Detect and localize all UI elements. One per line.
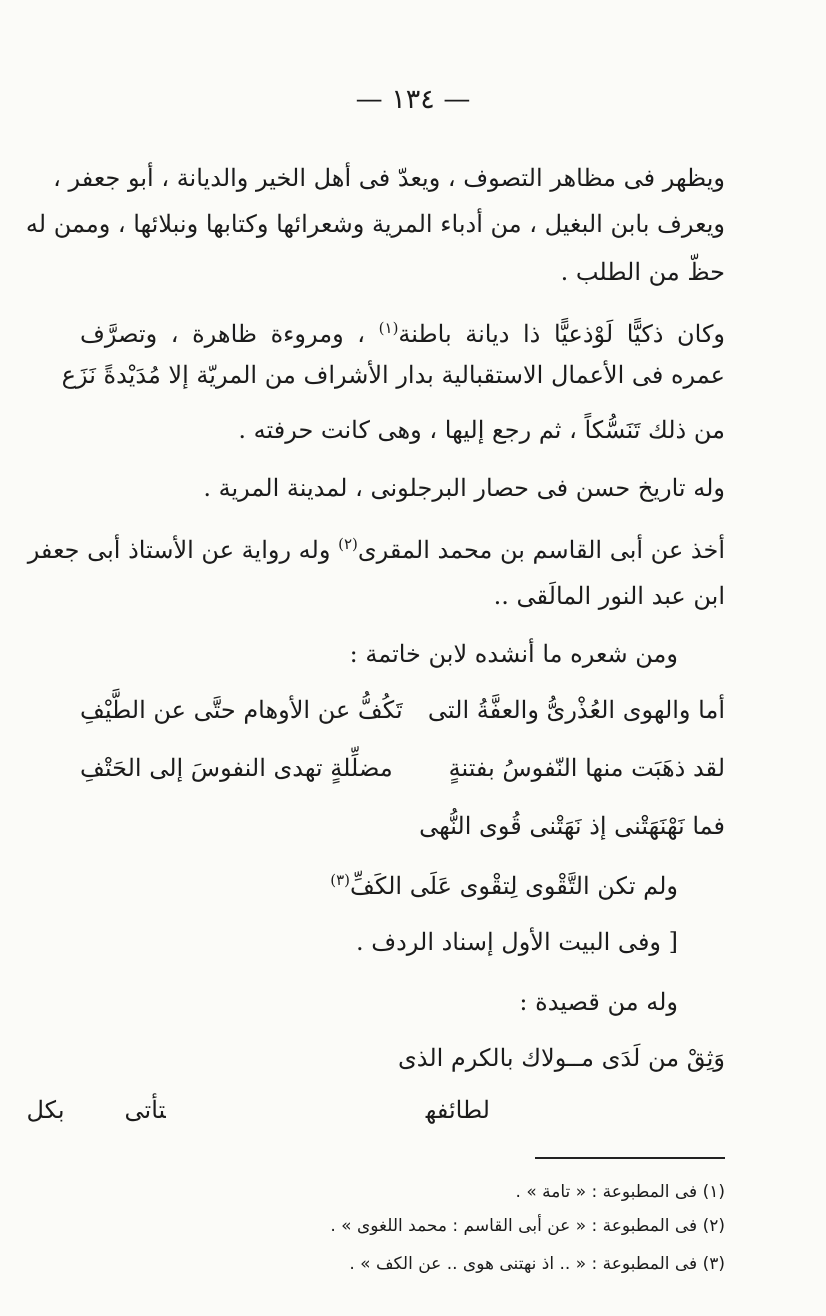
qasida-intro: وله من قصيدة : (519, 988, 678, 1016)
body-line-9: ابن عبد النور المالَقى .. (493, 582, 725, 610)
body-line-4 (80, 310, 725, 352)
verse-2-left: مضلِّلةٍ تهدى النفوسَ إلى الحَتْفِ (80, 754, 393, 782)
qasida-line-1: وَثِقْ من لَدَى مــولاك بالكرم الذى (397, 1044, 725, 1072)
footnote-3: (٣) فى المطبوعة : « .. اذ نهتنى هوى .. عن الكف » . (349, 1254, 725, 1274)
body-line-7: وله تاريخ حسن فى حصار البرجلونى ، لمدينة المرية . (203, 474, 725, 502)
footnote-separator (535, 1157, 725, 1159)
note-line: [ وفى البيت الأول إسناد الردف . (355, 928, 678, 956)
body-line-4-a: وكان ذكيًّا لَوْذعيًّا ذا ديانة باطنة (398, 320, 726, 348)
body-line-3: حظّ من الطلب . (560, 258, 725, 286)
body-line-2: ويعرف بابن البغيل ، من أدباء المرية وشعرائها وكتابها ونبلائها ، وممن له (25, 210, 725, 238)
footnote-2: (٢) فى المطبوعة : « عن أبى القاسم : محمد اللغوى » . (330, 1216, 725, 1236)
verse-4-text: ولم تكن التَّقْوى لِتقْوى عَلَى الكَفِّ (350, 872, 678, 900)
body-line-8-b: وله رواية عن الأستاذ أبى جعفر (27, 536, 331, 564)
body-line-8 (27, 526, 725, 568)
qasida-word-3: بكل (26, 1096, 65, 1124)
verse-4 (330, 862, 678, 904)
body-line-5: عمره فى الأعمال الاستقبالية بدار الأشراف من المريّة إلا مُدَيْدةً نَزَع (61, 361, 725, 389)
footnote-marker-2: (٢) (338, 535, 358, 553)
verse-2-right: لقد ذهَبَت منها النّفوسُ بفتنةٍ (448, 754, 725, 782)
verse-3: فما نَهْنَهَتْنى إذ نَهَتْنى قُوى النُّهى (419, 812, 725, 840)
poem-intro: ومن شعره ما أنشده لابن خاتمة : (349, 640, 678, 668)
body-line-4-b: ، ومروءة ظاهرة ، وتصرَّف (80, 320, 366, 348)
footnote-marker-1: (١) (378, 319, 399, 337)
body-line-8-a: أخذ عن أبى القاسم بن محمد المقرى (357, 536, 725, 564)
body-line-6: من ذلك تَنَسُّكاً ، ثم رجع إليها ، وهى كانت حرفته . (238, 416, 725, 444)
verse-1-left: تَكُفُّ عن الأوهام حتَّى عن الطَّيْفِ (80, 696, 403, 724)
qasida-word-2: تأتى (124, 1096, 166, 1124)
verse-1-right: أما والهوى العُذْرىُّ والعفَّةُ التى (427, 696, 725, 724)
page-number: — ١٣٤ — (355, 84, 471, 115)
footnote-marker-3: (٣) (330, 871, 350, 889)
footnote-1: (١) فى المطبوعة : « تامة » . (515, 1182, 725, 1202)
qasida-line-2 (0, 1092, 725, 1128)
body-line-1: ويظهر فى مظاهر التصوف ، ويعدّ فى أهل الخير والديانة ، أبو جعفر ، (53, 164, 725, 192)
qasida-word-1: لطائفه (425, 1096, 490, 1124)
